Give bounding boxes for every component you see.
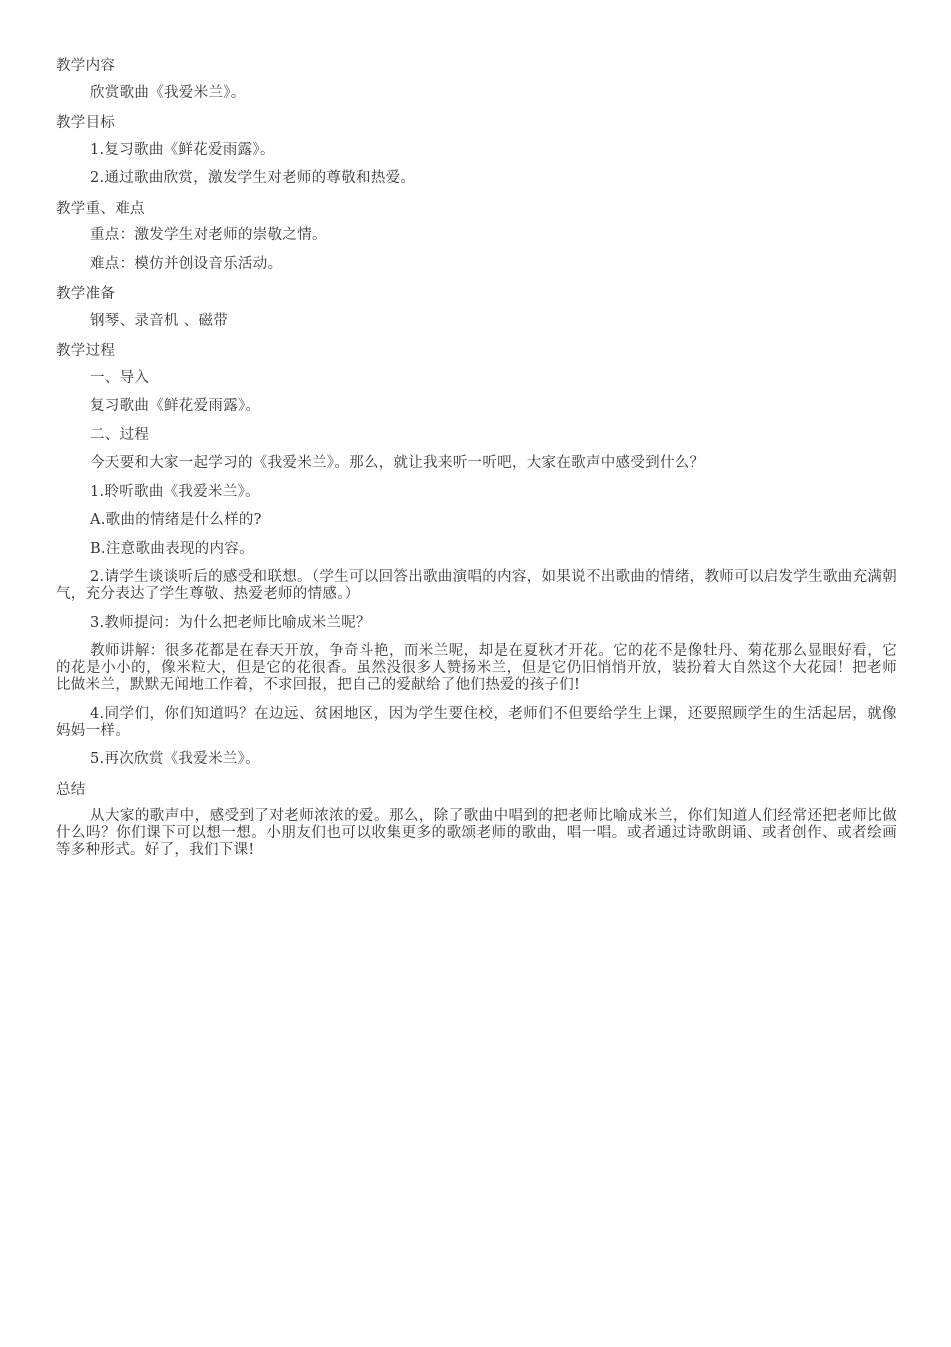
- paragraph: 一、导入: [90, 369, 150, 386]
- paragraph: 2.通过歌曲欣赏，激发学生对老师的尊敬和热爱。: [90, 170, 416, 186]
- paragraph: B.注意歌曲表现的内容。: [90, 540, 254, 557]
- paragraph: 钢琴、录音机 、磁带: [90, 312, 229, 329]
- paragraph: 4.同学们，你们知道吗？在边远、贫困地区，因为学生要住校，老师们不但要给学生上课，还要照顾学生的生活起居，就像妈妈一样。: [56, 705, 897, 739]
- section-process: [56, 341, 897, 768]
- section-heading: 教学过程: [56, 343, 116, 359]
- paragraph: 1.聆听歌曲《我爱米兰》。: [90, 483, 260, 500]
- paragraph: 欣赏歌曲《我爱米兰》。: [90, 84, 246, 101]
- section-summary: [56, 780, 897, 860]
- lesson-plan-document: [56, 56, 897, 871]
- paragraph: 1.复习歌曲《鲜花爱雨露》。: [90, 141, 275, 158]
- paragraph: 二、过程: [90, 426, 150, 443]
- paragraph: 复习歌曲《鲜花爱雨露》。: [90, 398, 261, 414]
- section-heading: 教学准备: [56, 286, 116, 302]
- section-heading: 总结: [56, 781, 86, 798]
- section-heading: 教学目标: [56, 115, 116, 131]
- section-heading: 教学内容: [56, 58, 116, 74]
- section-key-points: [56, 199, 897, 273]
- paragraph: 从大家的歌声中，感受到了对老师浓浓的爱。那么，除了歌曲中唱到的把老师比喻成米兰，你们知道人们经常还把老师比做什么吗？你们课下可以想一想。小朋友们也可以收集更多的歌颂老师的歌曲，唱一唱。或者通过诗歌朗诵、或者创作、或者绘画等多种形式。好了，我们下课!: [56, 808, 897, 858]
- section-objectives: [56, 113, 897, 187]
- section-heading: 教学重、难点: [56, 200, 145, 217]
- section-content: [56, 56, 897, 102]
- section-preparation: [56, 284, 897, 330]
- paragraph: 今天要和大家一起学习的《我爱米兰》。那么，就让我来听一听吧，大家在歌声中感受到什么？: [90, 455, 705, 471]
- paragraph: A.歌曲的情绪是什么样的?: [90, 512, 262, 528]
- paragraph: 教师讲解：很多花都是在春天开放，争奇斗艳，而米兰呢，却是在夏秋才开花。它的花不是像牡丹、菊花那么显眼好看，它的花是小小的，像米粒大，但是它的花很香。虽然没很多人赞扬米兰，但是它仍旧悄悄开放，装扮着大自然这个大花园！把老师比做米兰，默默无闻地工作着，不求回报，把自己的爱献给了他们热爱的孩子们!: [56, 643, 897, 693]
- paragraph: 5.再次欣赏《我爱米兰》。: [90, 751, 260, 767]
- paragraph: 2.请学生谈谈听后的感受和联想。（学生可以回答出歌曲演唱的内容，如果说不出歌曲的情绪，教师可以启发学生歌曲充满朝气，充分表达了学生尊敬、热爱老师的情感。）: [56, 569, 897, 602]
- paragraph: 重点：激发学生对老师的崇敬之情。: [90, 227, 327, 243]
- paragraph: 难点：模仿并创设音乐活动。: [90, 255, 283, 272]
- paragraph: 3.教师提问：为什么把老师比喻成米兰呢？: [90, 614, 371, 631]
